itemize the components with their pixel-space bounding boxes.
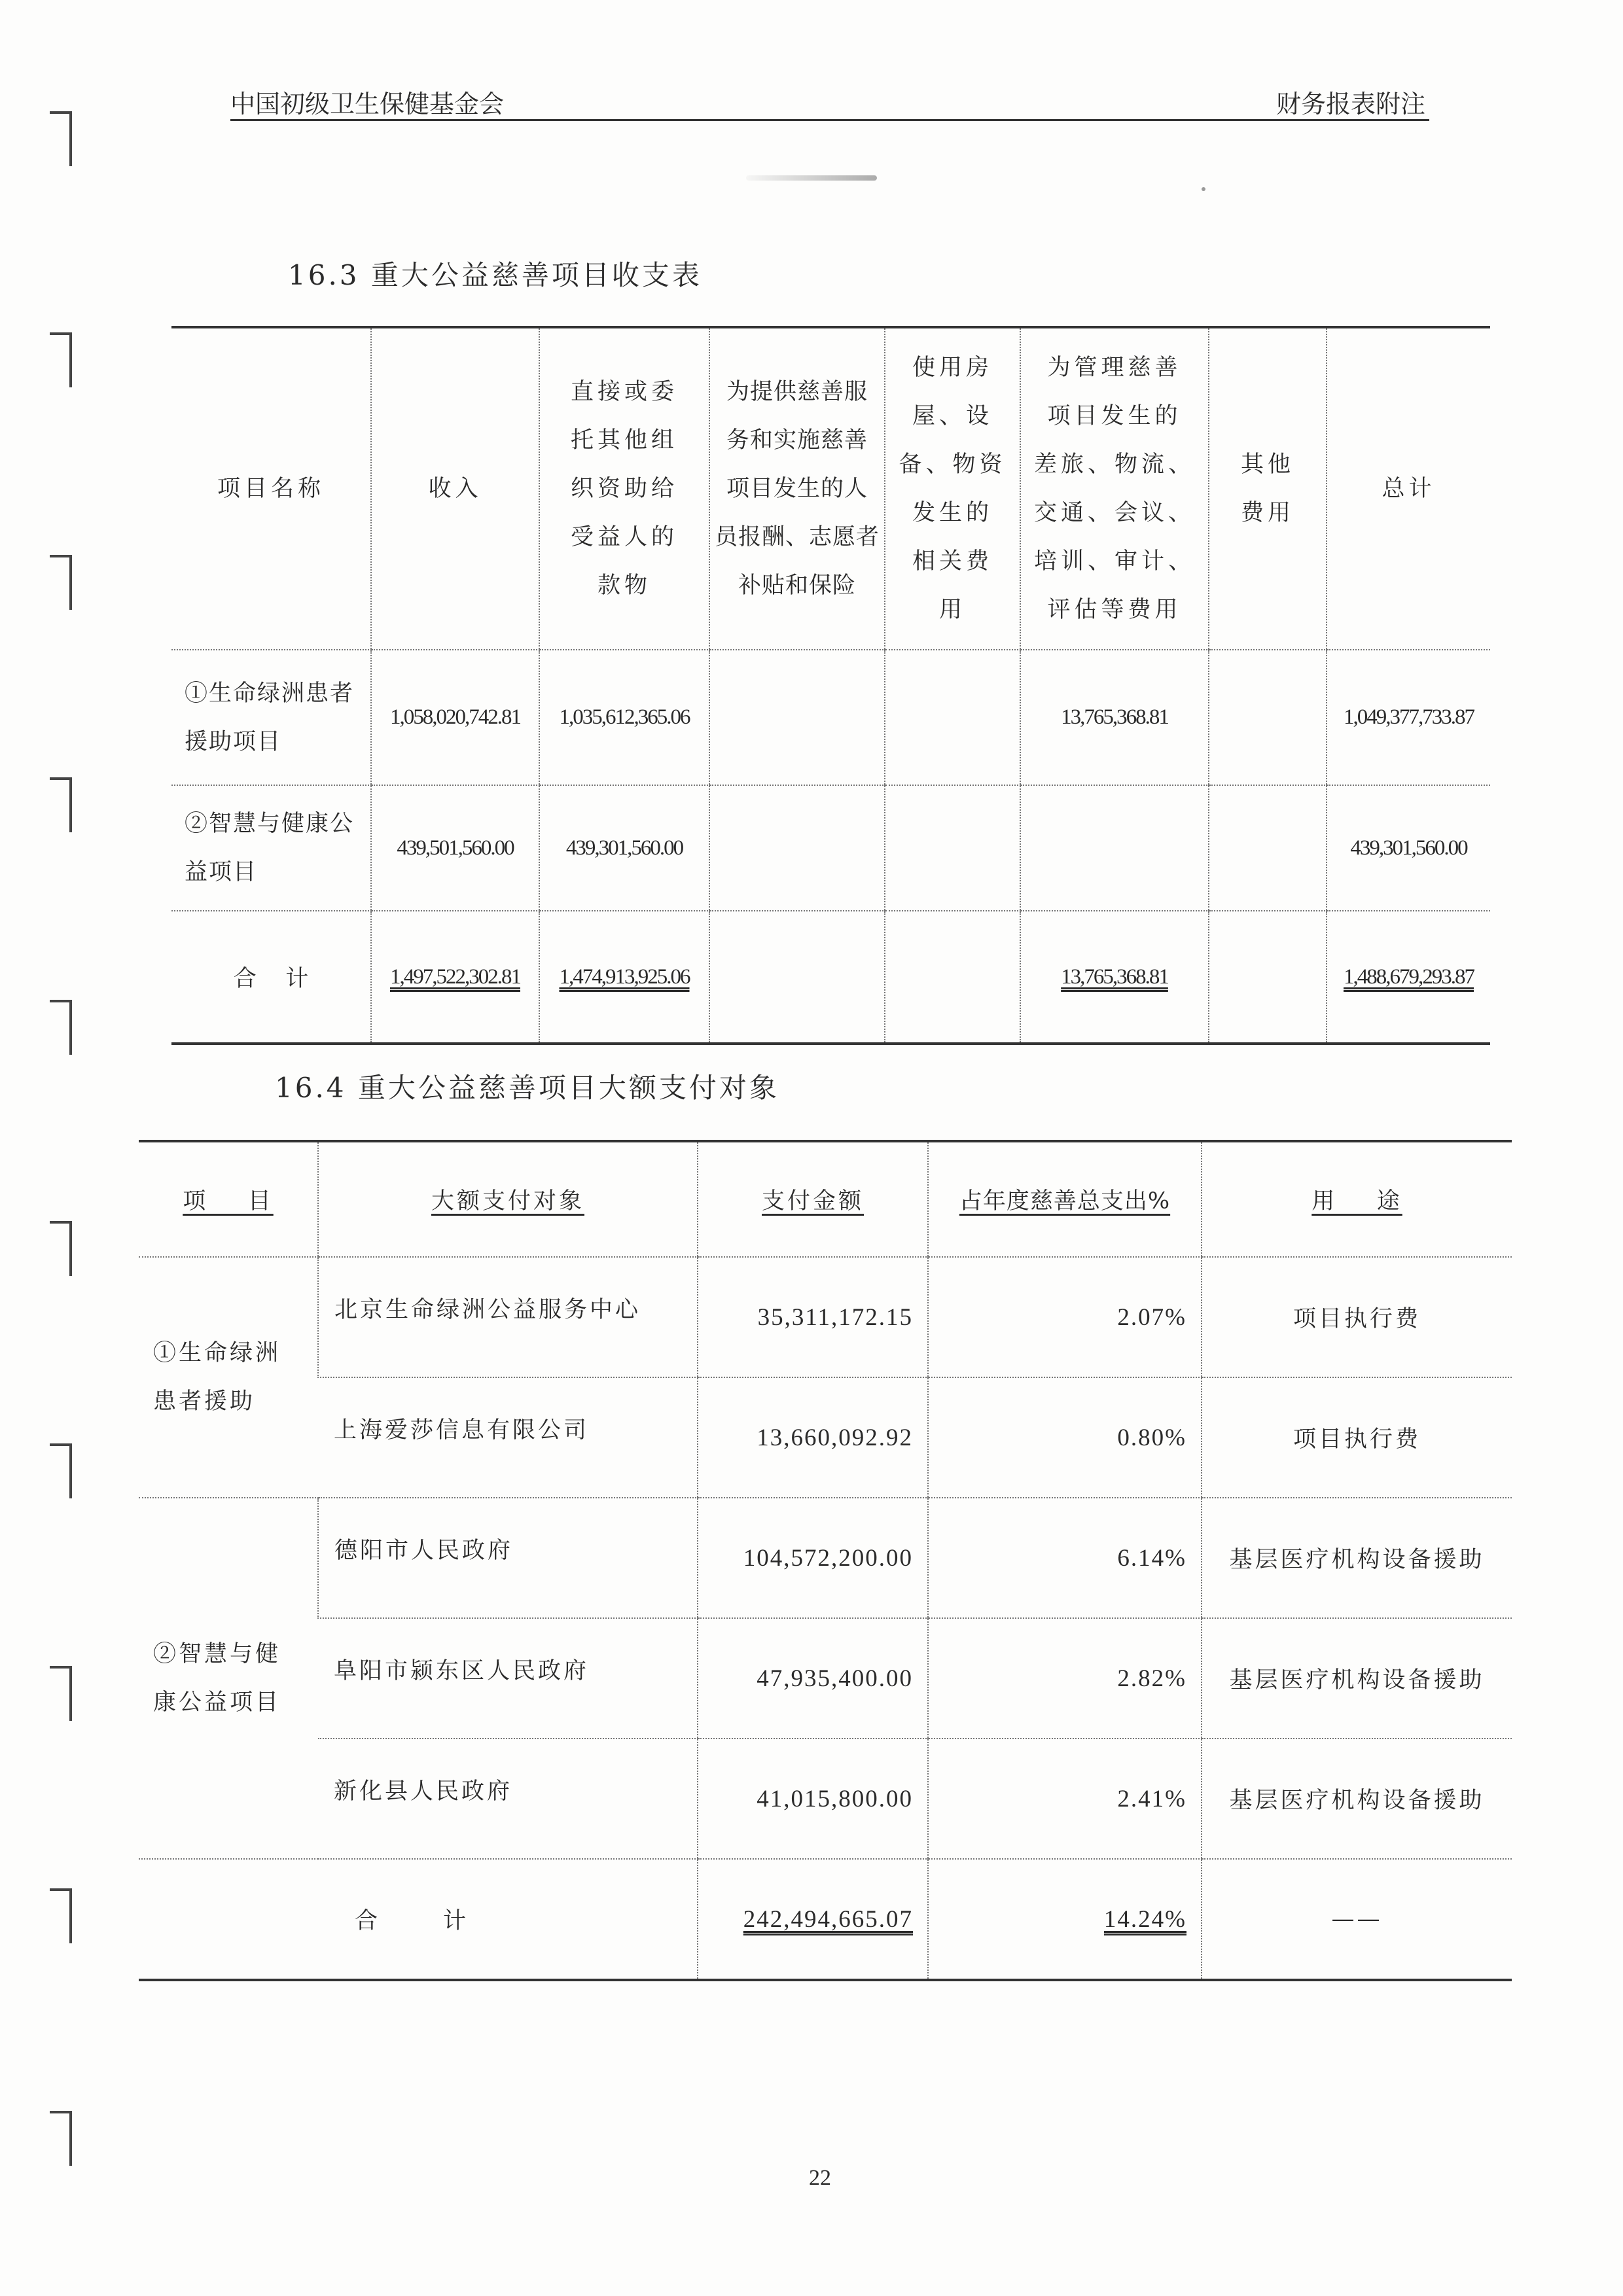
cell-use: 项目执行费 — [1202, 1257, 1512, 1377]
binder-mark — [50, 332, 72, 387]
cell-income: 1,058,020,742.81 — [371, 650, 539, 785]
cell-payee: 上海爱莎信息有限公司 — [318, 1377, 698, 1498]
total-label: 合 计 — [233, 966, 309, 992]
cell-use: 项目执行费 — [1202, 1377, 1512, 1498]
col-header-direct-aid: 直接或委 托其他组 织资助给 受益人的 款物 — [539, 327, 709, 650]
total-use: —— — [1202, 1859, 1512, 1980]
cell-other — [1209, 785, 1327, 911]
table-row — [139, 1618, 1512, 1739]
scan-smudge — [746, 175, 877, 181]
table-row — [139, 1739, 1512, 1859]
cell-amount: 104,572,200.00 — [698, 1498, 928, 1618]
cell-percentage: 2.07% — [928, 1257, 1202, 1377]
cell-use: 基层医疗机构设备援助 — [1202, 1618, 1512, 1739]
table-row — [139, 1257, 1512, 1377]
cell-facility — [885, 785, 1020, 911]
cell-amount: 41,015,800.00 — [698, 1739, 928, 1859]
cell-other — [1209, 650, 1327, 785]
cell-personnel — [709, 785, 885, 911]
cell-total: 439,301,560.00 — [1327, 785, 1490, 911]
page-number: 22 — [809, 2166, 831, 2190]
binder-mark — [50, 1888, 72, 1943]
row-project-name: ①生命绿洲患者 援助项目 — [171, 650, 371, 785]
header-org: 中国初级卫生保健基金会 — [230, 90, 505, 118]
binder-mark — [50, 1443, 72, 1498]
col-header-use: 用 途 — [1202, 1141, 1512, 1257]
col-header-total: 总计 — [1327, 327, 1490, 650]
cell-percentage: 2.41% — [928, 1739, 1202, 1859]
cell-percentage: 6.14% — [928, 1498, 1202, 1618]
income-expense-table — [171, 326, 1490, 1045]
cell-total: 1,049,377,733.87 — [1327, 650, 1490, 785]
col-header-project: 项目名称 — [171, 327, 371, 650]
col-header-personnel: 为提供慈善服 务和实施慈善 项目发生的人 员报酬、志愿者 补贴和保险 — [709, 327, 885, 650]
cell-percentage: 2.82% — [928, 1618, 1202, 1739]
binder-mark — [50, 555, 72, 610]
col-header-facility: 使用房 屋、设 备、物资 发生的 相关费 用 — [885, 327, 1020, 650]
cell-amount: 35,311,172.15 — [698, 1257, 928, 1377]
total-amount: 242,494,665.07 — [698, 1859, 928, 1980]
binder-mark — [50, 777, 72, 832]
binder-mark — [50, 1000, 72, 1055]
total-admin: 13,765,368.81 — [1020, 911, 1209, 1044]
cell-amount: 47,935,400.00 — [698, 1618, 928, 1739]
total-direct: 1,474,913,925.06 — [539, 911, 709, 1044]
header-doc-title: 财务报表附注 — [1276, 90, 1426, 118]
header-rule — [230, 119, 1429, 121]
section-title-16-3: 16.3 重大公益慈善项目收支表 — [288, 259, 702, 291]
total-personnel — [709, 911, 885, 1044]
cell-use: 基层医疗机构设备援助 — [1202, 1739, 1512, 1859]
col-header-payee: 大额支付对象 — [318, 1141, 698, 1257]
group-project-name: ②智慧与健 康公益项目 — [139, 1498, 318, 1859]
total-income: 1,497,522,302.81 — [371, 911, 539, 1044]
table-row — [139, 1498, 1512, 1618]
cell-payee: 德阳市人民政府 — [318, 1498, 698, 1618]
binder-mark — [50, 2111, 72, 2166]
table-row — [171, 785, 1490, 911]
cell-payee: 北京生命绿洲公益服务中心 — [318, 1257, 698, 1377]
col-header-amount: 支付金额 — [698, 1141, 928, 1257]
cell-percentage: 0.80% — [928, 1377, 1202, 1498]
col-header-project: 项 目 — [139, 1141, 318, 1257]
cell-direct: 1,035,612,365.06 — [539, 650, 709, 785]
binder-mark — [50, 1666, 72, 1721]
row-project-name: ②智慧与健康公 益项目 — [171, 785, 371, 911]
col-header-admin: 为管理慈善 项目发生的 差旅、物流、 交通、会议、 培训、审计、 评估等费用 — [1020, 327, 1209, 650]
binder-mark — [50, 111, 72, 166]
table-row — [139, 1377, 1512, 1498]
table-row — [171, 650, 1490, 785]
col-header-income: 收入 — [371, 327, 539, 650]
cell-admin — [1020, 785, 1209, 911]
table-header-row — [171, 327, 1490, 650]
cell-amount: 13,660,092.92 — [698, 1377, 928, 1498]
total-total: 1,488,679,293.87 — [1327, 911, 1490, 1044]
col-header-percentage: 占年度慈善总支出% — [928, 1141, 1202, 1257]
cell-facility — [885, 650, 1020, 785]
cell-payee: 阜阳市颍东区人民政府 — [318, 1618, 698, 1739]
total-label: 合 计 — [355, 1908, 467, 1934]
group-project-name: ①生命绿洲 患者援助 — [139, 1257, 318, 1498]
scan-speck — [1202, 187, 1205, 191]
cell-personnel — [709, 650, 885, 785]
large-payment-table — [139, 1140, 1512, 1981]
binder-mark — [50, 1221, 72, 1276]
total-other — [1209, 911, 1327, 1044]
cell-payee: 新化县人民政府 — [318, 1739, 698, 1859]
total-row — [171, 911, 1490, 1044]
cell-use: 基层医疗机构设备援助 — [1202, 1498, 1512, 1618]
col-header-other: 其他 费用 — [1209, 327, 1327, 650]
total-facility — [885, 911, 1020, 1044]
table-header-row — [139, 1141, 1512, 1257]
cell-direct: 439,301,560.00 — [539, 785, 709, 911]
cell-income: 439,501,560.00 — [371, 785, 539, 911]
total-percentage: 14.24% — [928, 1859, 1202, 1980]
total-row — [139, 1859, 1512, 1980]
section-title-16-4: 16.4 重大公益慈善项目大额支付对象 — [275, 1072, 779, 1104]
cell-admin: 13,765,368.81 — [1020, 650, 1209, 785]
